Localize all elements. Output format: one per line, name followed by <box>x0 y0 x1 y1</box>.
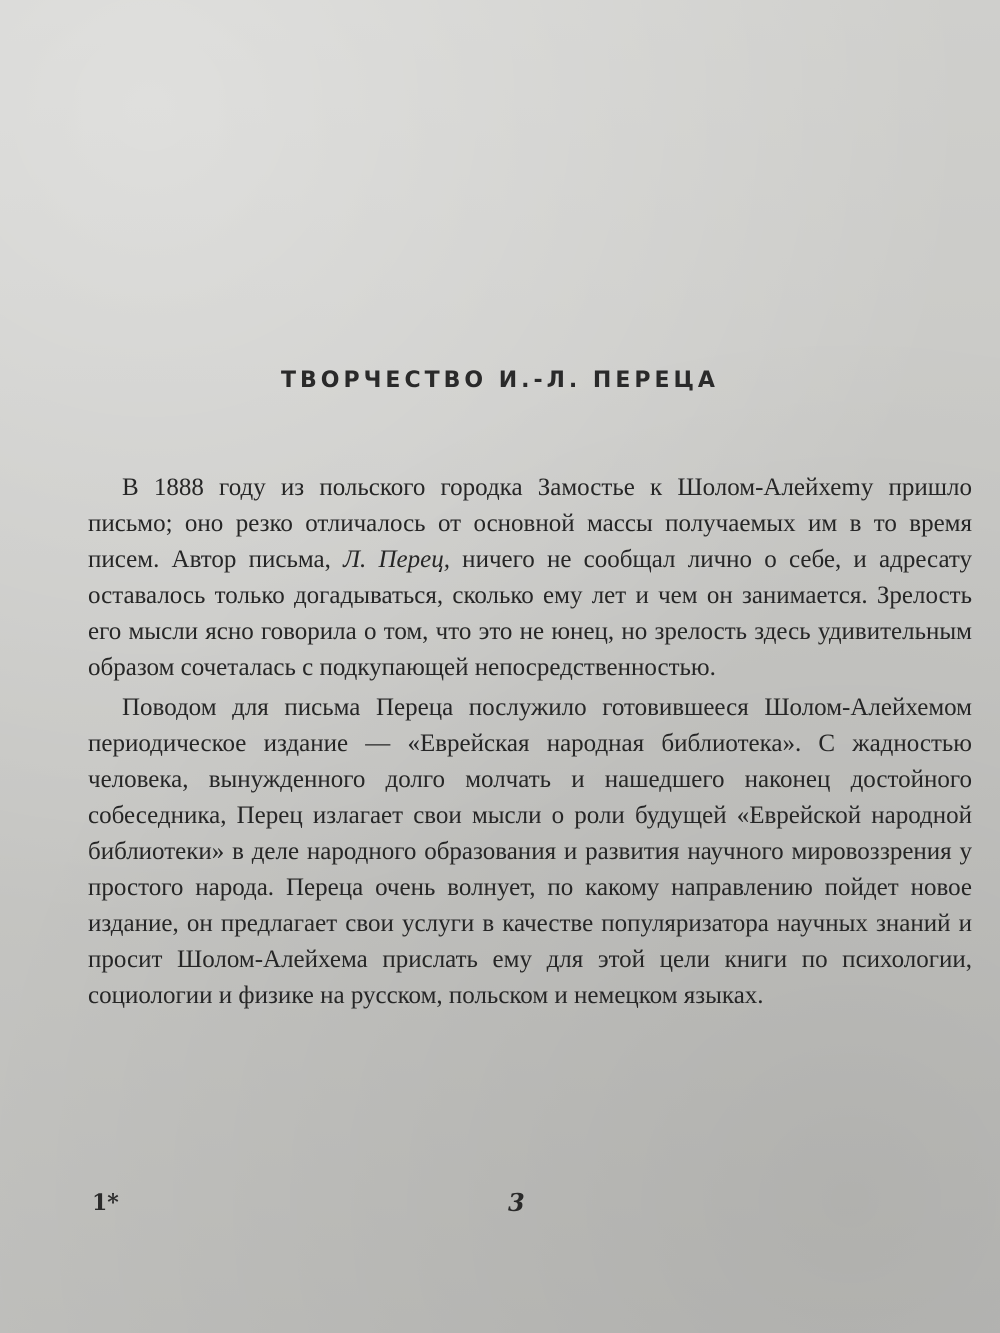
page-number: 3 <box>508 1188 525 1217</box>
author-name-italic: Л. Перец, <box>343 546 450 573</box>
paragraph-1-text-start: В 1888 году из польского городка Замостье к Шолом-Алейхеmу пришло письмо; оно резко отличалось от основной массы получаемых им в то время писем. Автор письма, <box>88 474 972 573</box>
paragraph-2: Поводом для письма Переца послужило готовившееся Шолом-Алейхемом периодическое издание — «Еврейская народная библиотека». С жадностью человека, вынужденного долго молчать и нашедшего наконец достойного собеседника, Перец излагает свои мысли о роли будущей «Еврейской народной библиотеки» в деле народного образования и развития научного мировоззрения у простого народа. Переца очень волнует, по какому направлению пойдет новое издание, он предлагает свои услуги в качестве популяризатора научных знаний и просит Шолом-Алейхема прислать ему для этой цели книги по психологии, социологии и физике на русском, польском и немецком языках. <box>88 694 972 1009</box>
chapter-title: ТВОРЧЕСТВО И.-Л. ПЕРЕЦА <box>281 368 719 393</box>
paragraph-1 <box>88 470 972 686</box>
paragraph-1-text-end: ничего не сообщал лично о себе, и адресату оставалось только догадываться, сколько ему лет и чем он занимается. Зрелость его мысли ясно говорила о том, что это не юнец, но зрелость здесь удивительным образом сочеталась с подкупающей непосредственностью. <box>88 546 972 681</box>
body-text <box>88 470 972 1018</box>
signature-mark: 1* <box>92 1190 119 1216</box>
